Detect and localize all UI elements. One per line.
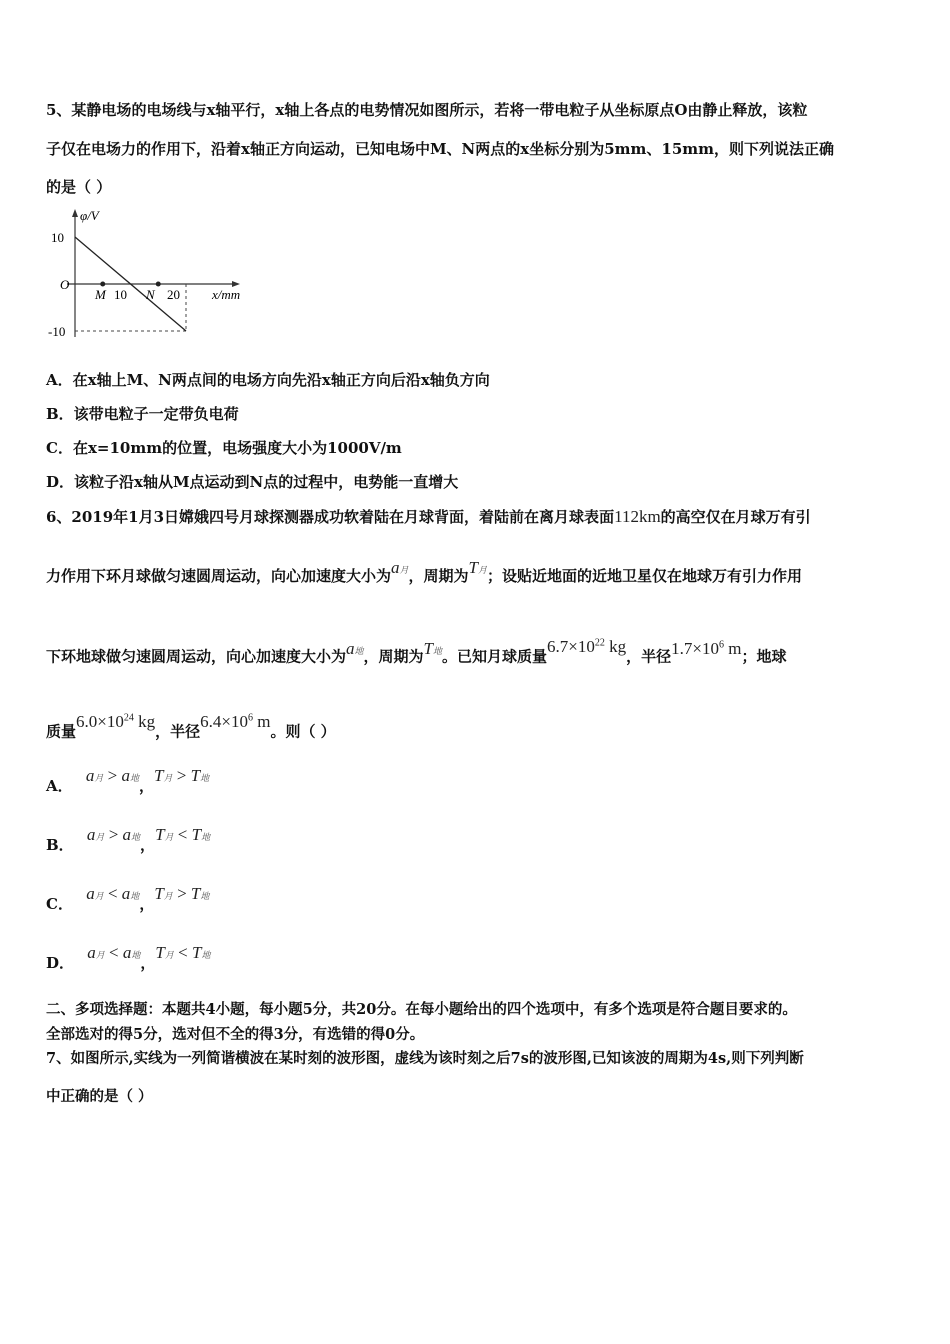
point-n-dot xyxy=(156,282,161,287)
q5-option-b: B．该带电粒子一定带负电荷 xyxy=(46,405,239,423)
x-tick-n: N xyxy=(146,287,155,302)
q6-a-earth: a地 xyxy=(346,638,364,658)
q7-stem-line1: 7、如图所示,实线为一列简谐横波在某时刻的波形图，虚线为该时刻之后7s的波形图,已知该波的周期为4s,则下列判断 xyxy=(46,1050,804,1067)
q6-height: 112km xyxy=(614,507,661,526)
q5-option-c: C．在x=10mm的位置，电场强度大小为1000V/m xyxy=(46,439,402,457)
x-tick-m: M xyxy=(95,287,106,302)
section2-heading-line2: 全部选对的得5分，选对但不全的得3分，有选错的得0分。 xyxy=(46,1026,425,1043)
q6-line4-b: ，半径 xyxy=(155,722,201,741)
q6-line1-a: 6、2019年1月3日嫦娥四号月球探测器成功软着陆在月球背面，着陆前在离月球表面 xyxy=(46,508,615,526)
q6-line3-c: 。已知月球质量 xyxy=(442,647,548,666)
q6-earth-radius: $6.4\times 10^6$ m xyxy=(200,711,271,731)
q6-line3 xyxy=(46,636,787,669)
q6-line3-e: ；地球 xyxy=(741,647,787,666)
q6-moon-mass: $6.7\times 10^{22}$ kg xyxy=(547,636,627,656)
q6-line1 xyxy=(46,507,811,527)
q6-line3-d: ，半径 xyxy=(626,647,672,666)
q6-line2-b: ，周期为 xyxy=(408,567,469,585)
potential-graph xyxy=(40,205,260,345)
q5-option-d: D．该粒子沿x轴从M点运动到N点的过程中，电势能一直增大 xyxy=(46,473,459,491)
q6-line2 xyxy=(46,558,803,588)
y-tick-10: 10 xyxy=(51,230,64,245)
q5-stem-line2: 子仅在电场力的作用下，沿着x轴正方向运动，已知电场中M、N两点的x坐标分别为5mm、15mm，则下列说法正确 xyxy=(46,140,835,158)
q5-stem-line3: 的是（ ） xyxy=(46,178,112,196)
q6-option-b: B． a月 > a地，T月 < T地 xyxy=(46,825,211,854)
q6-t-earth: T地 xyxy=(423,638,443,658)
x-tick-20: 20 xyxy=(167,287,180,302)
x-axis-label: x/mm xyxy=(212,287,241,302)
y-axis-label: φ/V xyxy=(80,208,99,223)
point-m-dot xyxy=(100,282,105,287)
q5-stem-line1: 5、某静电场的电场线与x轴平行，x轴上各点的电势情况如图所示，若将一带电粒子从坐标原点O由静止释放，该粒 xyxy=(46,101,808,119)
q6-line4-a: 质量 xyxy=(46,722,77,741)
x-tick-10: 10 xyxy=(114,287,127,302)
q6-line3-b: ，周期为 xyxy=(363,647,424,666)
y-axis-arrow xyxy=(72,209,78,217)
q6-line2-a: 力作用下环月球做匀速圆周运动，向心加速度大小为 xyxy=(46,567,392,585)
q6-line4-c: 。则（ ） xyxy=(270,722,336,741)
q6-line3-a: 下环地球做匀速圆周运动，向心加速度大小为 xyxy=(46,647,347,666)
q7-stem-line2: 中正确的是（ ） xyxy=(46,1088,153,1105)
q6-option-a: A． a月 > a地，T月 > T地 xyxy=(46,766,210,795)
q6-line4 xyxy=(46,711,336,742)
q6-t-moon: T月 xyxy=(468,558,488,577)
q6-option-d: D． a月 < a地，T月 < T地 xyxy=(46,943,211,972)
q6-earth-mass: $6.0\times 10^{24}$ kg xyxy=(76,711,156,731)
origin-label: O xyxy=(60,277,70,292)
q6-option-c: C． a月 < a地，T月 > T地 xyxy=(46,884,210,913)
q6-moon-radius: $1.7\times 10^6$ m xyxy=(671,638,742,658)
q6-line2-c: ；设贴近地面的近地卫星仅在地球万有引力作用 xyxy=(487,567,803,585)
y-tick-neg10: -10 xyxy=(48,324,66,339)
section2-heading-line1: 二、多项选择题：本题共4小题，每小题5分，共20分。在每小题给出的四个选项中，有多个选项是符合题目要求的。 xyxy=(46,1001,797,1018)
q5-option-a: A．在x轴上M、N两点间的电场方向先沿x轴正方向后沿x轴负方向 xyxy=(46,371,490,389)
q6-line1-b: 的高空仅在月球万有引 xyxy=(660,508,811,526)
q6-a-moon: a月 xyxy=(391,558,409,577)
